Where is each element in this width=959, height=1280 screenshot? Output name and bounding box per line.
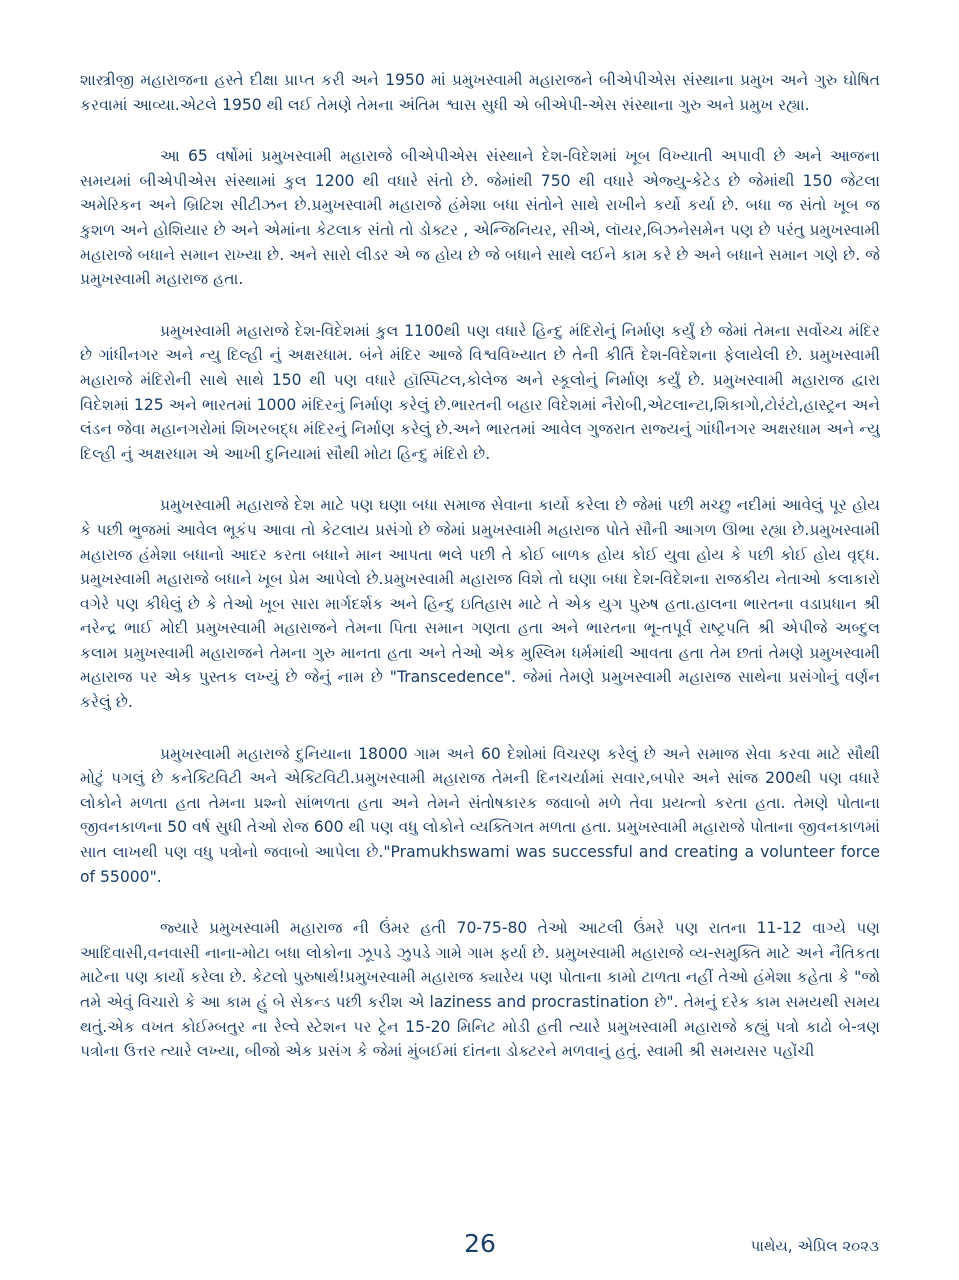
page-body [80,68,880,1233]
publication-name-date: પાથેય, એપ્રિલ ૨૦૨૩ [750,1237,879,1255]
page-footer [0,1226,959,1266]
paragraph-6: જ્યારે પ્રમુખસ્વામી મહારાજ ની ઉંમર હતી 70-75-80 તેઓ આટલી ઉંમરે પણ રાતના 11-12 વાગ્યે પણ આદિવાસી,વનવાસી નાના-મોટા બધા લોકોના ઝૂપડે ઝુપડે ગામે ગામ ફર્યા છે. પ્રમુખસ્વામી મહારાજે વ્ય-સમુક્તિ માટે અને નૈતિકતા માટેના પણ કાર્યો કરેલા છે. કેટલો પુરુષાર્થ!પ્રમુખસ્વામી મહારાજ ક્યારેય પણ પોતાના કામો ટાળતા નહીં તેઓ હંમેશા કહેતા કે "જો તમે એવું વિચારો કે આ કામ હું બે સેકન્ડ પછી કરીશ એ laziness and procrastination છે". તેમનું દરેક કામ સમયથી સમય થતું.એક વખત કોઈમ્બતુર ના રેલ્વે સ્ટેશન પર ટ્રેન 15-20 મિનિટ મોડી હતી ત્યારે પ્રમુખસ્વામી મહારાજે કહ્યું પત્રો કાઢો બે-ત્રણ પત્રોના ઉત્તર ત્યારે લખ્યા, બીજો એક પ્રસંગ કે જેમાં મુંબઈમાં દાંતના ડોક્ટરને મળવાનું હતું. સ્વામી શ્રી સમયસર પહોંચી [80,919,880,1061]
paragraph-4: પ્રમુખસ્વામી મહારાજે દેશ માટે પણ ઘણા બધા સમાજ સેવાના કાર્યો કરેલા છે જેમાં પછી મચ્છુ નદીમાં આવેલું પૂર હોય કે પછી ભુજમાં આવેલ ભૂકંપ આવા તો કેટલાય પ્રસંગો છે જેમાં પ્રમુખસ્વામી મહારાજ પોતે સૌની આગળ ઊભા રહ્યા છે.પ્રમુખસ્વામી મહારાજ હંમેશા બધાનો આદર કરતા બધાને માન આપતા ભલે પછી તે કોઈ બાળક હોય કોઈ યુવા હોય કે પછી કોઈ હોય વૃદ્ધ. પ્રમુખસ્વામી મહારાજે બધાને ખૂબ પ્રેમ આપેલો છે.પ્રમુખસ્વામી મહારાજ વિશે તો ઘણા બધા દેશ-વિદેશના રાજકીય નેતાઓ કલાકારો વગેરે પણ કીધેલું છે કે તેઓ ખૂબ સારા માર્ગદર્શક અને હિન્દુ ઇતિહાસ માટે તે એક યુગ પુરુષ હતા.હાલના ભારતના વડાપ્રધાન શ્રી નરેન્દ્ર ભાઈ મોદી પ્રમુખસ્વામી મહારાજને તેમના પિતા સમાન ગણતા હતા અને ભારતના ભૂ-તપૂર્વ રાષ્ટ્રપતિ શ્રી એપીજે અબ્દુલ કલામ પ્રમુખસ્વામી મહારાજને તેમના ગુરુ માનતા હતા અને તેઓ એક મુસ્લિમ ધર્મમાંથી આવતા હતા તેમ છતાં તેમણે પ્રમુખસ્વામી મહારાજ પર એક પુસ્તક લખ્યું છે જેનું નામ છે "Transcedence". જેમાં તેમણે પ્રમુખસ્વામી મહારાજ સાથેના પ્રસંગોનું વર્ણન કરેલું છે. [80,496,880,712]
paragraph-2: આ 65 વર્ષોમાં પ્રમુખસ્વામી મહારાજે બીએપીએસ સંસ્થાને દેશ-વિદેશમાં ખૂબ વિખ્યાતી અપાવી છે અને આજના સમયમાં બીએપીએસ સંસ્થામાં કુલ 1200 થી વધારે સંતો છે. જેમાંથી 750 થી વધારે એજ્યુ-કેટેડ છે જેમાંથી 150 જેટલા અમેરિકન અને બ્રિટિશ સીટીઝન છે.પ્રમુખસ્વામી મહારાજે હંમેશા બધા સંતોને સાથે રાખીને કર્યો કર્યા છે. બધા જ સંતો ખૂબ જ કુશળ અને હોશિયાર છે અને એમાંના કેટલાક સંતો તો ડોક્ટર , એન્જિનિયર, સીએ, લૉયર,બિઝનેસમેન પણ છે પરંતુ પ્રમુખસ્વામી મહારાજે બધાને સમાન રાખ્યા છે. અને સારો લીડર એ જ હોય છે જે બધાને સાથે લઈને કામ કરે છે અને બધાને સમાન ગણે છે. જે પ્રમુખસ્વામી મહારાજ હતા. [80,147,880,289]
page-number: 26 [464,1229,496,1258]
paragraph-1: શાસ્ત્રીજી મહારાજના હસ્તે દીક્ષા પ્રાપ્ત કરી અને 1950 માં પ્રમુખસ્વામી મહારાજને બીએપીએસ સંસ્થાના પ્રમુખ અને ગુરુ ઘોષિત કરવામાં આવ્યા.એટલે 1950 થી લઈ તેમણે તેમના અંતિમ શ્વાસ સુધી એ બીએપી-એસ સંસ્થાના ગુરુ અને પ્રમુખ રહ્યા. [80,71,880,114]
paragraph-5: પ્રમુખસ્વામી મહારાજે દુનિયાના 18000 ગામ અને 60 દેશોમાં વિચરણ કરેલું છે અને સમાજ સેવા કરવા માટે સૌથી મોટું પગલું છે કનેક્ટિવિટી અને એક્ટિવિટી.પ્રમુખસ્વામી મહારાજ તેમની દિનચર્યામાં સવાર,બપોર અને સાંજ 200થી પણ વધારે લોકોને મળતા હતા તેમના પ્રશ્નો સાંભળતા હતા અને તેમને સંતોષકારક જવાબો મળે તેવા પ્રયત્નો કરતા હતા. તેમણે પોતાના જીવનકાળના 50 વર્ષ સુધી તેઓ રોજ 600 થી પણ વધુ લોકોને વ્યક્તિગત મળતા હતા. પ્રમુખસ્વામી મહારાજે પોતાના જીવનકાળમાં સાત લાખથી પણ વધુ પત્રોનો જવાબો આપેલા છે."Pramukhswami was successful and creating a volunteer force of 55000". [80,744,880,886]
paragraph-3: પ્રમુખસ્વામી મહારાજે દેશ-વિદેશમાં કુલ 1100થી પણ વધારે હિન્દુ મંદિરોનું નિર્માણ કર્યું છે જેમાં તેમના સર્વોચ્ચ મંદિર છે ગાંધીનગર અને ન્યુ દિલ્હી નું અક્ષરધામ. બંને મંદિર આજે વિશ્વવિખ્યાત છે તેની કીર્તિ દેશ-વિદેશના ફેલાયેલી છે. પ્રમુખસ્વામી મહારાજે મંદિરોની સાથે સાથે 150 થી પણ વધારે હૉસ્પિટલ,કોલેજ અને સ્કૂલોનું નિર્માણ કર્યું છે. પ્રમુખસ્વામી મહારાજ દ્વારા વિદેશમાં 125 અને ભારતમાં 1000 મંદિરનું નિર્માણ કરેલું છે.ભારતની બહાર વિદેશમાં નૈરોબી,એટલાન્ટા,શિકાગો,ટોરંટો,હાસ્ટ્રન અને લંડન જેવા મહાનગરોમાં શિખરબદ્ધ મંદિરનું નિર્માણ કરેલું છે.અને ભારતમાં આવેલ ગુજરાત રાજ્યનું ગાંધીનગર અક્ષરધામ અને ન્યુ દિલ્હી નું અક્ષરધામ એ આખી દુનિયામાં સૌથી મોટા હિન્દુ મંદિરો છે. [80,321,880,463]
